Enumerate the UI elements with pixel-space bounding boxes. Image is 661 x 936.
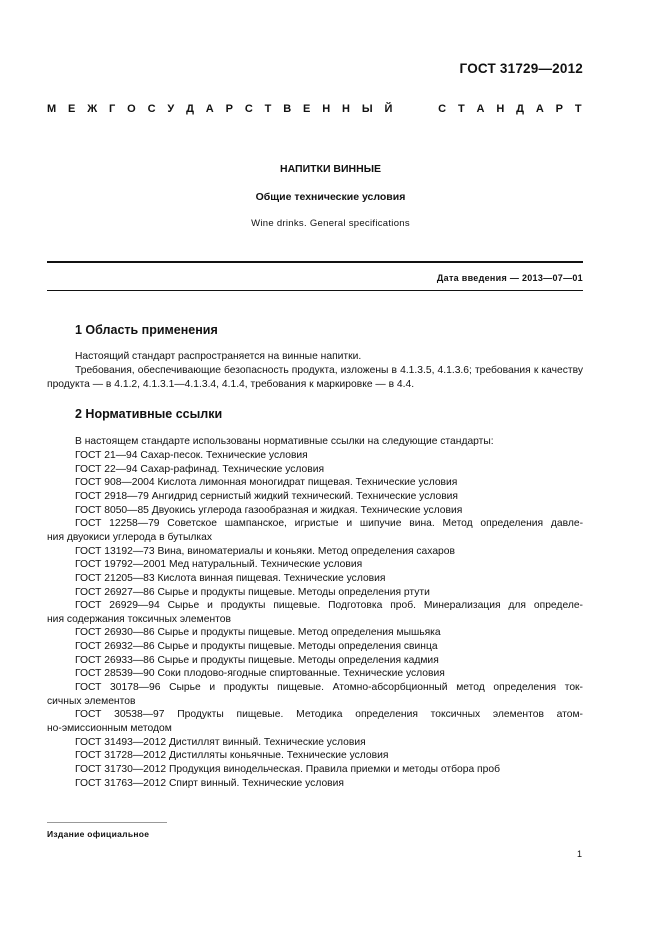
banner-letter: Г — [109, 103, 116, 115]
reference-item: ГОСТ 21—94 Сахар-песок. Технические условия — [75, 450, 308, 461]
banner-letter: А — [205, 103, 214, 115]
reference-item: ГОСТ 26929—94 Сырье и продукты пищевые. Подготовка проб. Минерализация для определе- — [75, 600, 583, 612]
reference-item: ГОСТ 2918—79 Ангидрид сернистый жидкий технический. Технические условия — [75, 490, 458, 502]
reference-item: ГОСТ 30538—97 Продукты пищевые. Методика определения токсичных элементов атом- — [75, 709, 583, 721]
reference-item: ГОСТ 22—94 Сахар-рафинад. Технические условия — [75, 463, 325, 475]
banner-letter — [404, 103, 426, 115]
reference-item: ГОСТ 26930—86 Сырье и продукты пищевые. Метод определения мышьяка — [75, 627, 441, 639]
document-subtitle: Общие технические условия — [255, 191, 406, 203]
interstate-standard-banner — [47, 103, 582, 115]
reference-item: ГОСТ 19792—2001 Мед натуральный. Технические условия — [75, 559, 363, 571]
banner-letter: Т — [264, 103, 272, 115]
banner-letter: Д — [516, 103, 524, 115]
reference-continuation: ния содержания токсичных элементов — [47, 613, 231, 625]
footer-divider — [47, 822, 167, 823]
reference-item: ГОСТ 31493—2012 Дистиллят винный. Технические условия — [75, 736, 366, 748]
banner-letter: Н — [496, 103, 505, 115]
section-2-heading: 2 Нормативные ссылки — [75, 407, 223, 421]
section-1-paragraph-1: Настоящий стандарт распространяется на винные напитки. — [75, 351, 362, 362]
section-1-paragraph-2: Требования, обеспечивающие безопасность продукта, изложены в 4.1.3.5, 4.1.3.6; требования к качеству продукта — в 4.1.2, 4.1.3.1—4.1.3.4, 4.1.4, требования к маркировке — в 4.4. — [47, 365, 583, 390]
banner-letter: Й — [384, 103, 393, 115]
banner-letter: С — [438, 103, 447, 115]
banner-letter: А — [535, 103, 544, 115]
page-number: 1 — [577, 849, 583, 859]
banner-letter: М — [47, 103, 57, 115]
reference-continuation: но-эмиссионным методом — [47, 723, 172, 734]
reference-item: ГОСТ 13192—73 Вина, виноматериалы и коньяки. Метод определения сахаров — [75, 545, 455, 557]
section-2-intro: В настоящем стандарте использованы нормативные ссылки на следующие стандарты: — [75, 436, 494, 447]
date-divider — [47, 290, 583, 291]
reference-item: ГОСТ 26932—86 Сырье и продукты пищевые. Методы определения свинца — [75, 641, 438, 653]
reference-item: ГОСТ 28539—90 Соки плодово-ягодные спиртованные. Технические условия — [75, 668, 445, 680]
banner-letter: Н — [342, 103, 350, 115]
banner-letter: Т — [457, 103, 465, 115]
introduction-date: Дата введения — 2013—07—01 — [436, 273, 583, 283]
banner-letter: Е — [303, 103, 311, 115]
banner-letter: А — [476, 103, 485, 115]
reference-item: ГОСТ 26927—86 Сырье и продукты пищевые. Методы определения ртути — [75, 586, 430, 598]
reference-item: ГОСТ 12258—79 Советское шампанское, игристые и шипучие вина. Метод определения давле- — [75, 518, 583, 530]
banner-letter: У — [167, 103, 175, 115]
reference-item: ГОСТ 26933—86 Сырье и продукты пищевые. Методы определения кадмия — [75, 654, 439, 666]
reference-item: ГОСТ 31763—2012 Спирт винный. Технические условия — [75, 777, 344, 789]
reference-item: ГОСТ 908—2004 Кислота лимонная моногидрат пищевая. Технические условия — [75, 477, 458, 489]
banner-letter: Ж — [87, 103, 98, 115]
reference-item: ГОСТ 31730—2012 Продукция винодельческая. Правила приемки и методы отбора проб — [75, 763, 500, 775]
banner-letter: Н — [322, 103, 331, 115]
banner-letter: Т — [574, 103, 582, 115]
banner-letter: О — [127, 103, 136, 115]
banner-letter: Ы — [361, 103, 373, 115]
official-edition-label: Издание официальное — [47, 829, 150, 839]
document-title: НАПИТКИ ВИННЫЕ — [280, 163, 381, 175]
banner-letter: Е — [68, 103, 76, 115]
document-title-english: Wine drinks. General specifications — [251, 218, 410, 229]
reference-continuation: сичных элементов — [47, 695, 136, 707]
header-divider — [47, 261, 583, 263]
banner-letter: С — [147, 103, 156, 115]
banner-letter: Д — [186, 103, 194, 115]
reference-item: ГОСТ 31728—2012 Дистилляты коньячные. Технические условия — [75, 750, 389, 762]
banner-letter: Р — [555, 103, 564, 115]
banner-letter: С — [244, 103, 253, 115]
reference-item: ГОСТ 21205—83 Кислота винная пищевая. Технические условия — [75, 572, 386, 584]
reference-item: ГОСТ 30178—96 Сырье и продукты пищевые. Атомно-абсорбционный метод определения ток- — [75, 682, 583, 694]
banner-letter: В — [283, 103, 292, 115]
reference-item: ГОСТ 8050—85 Двуокись углерода газообразная и жидкая. Технические условия — [75, 504, 463, 516]
document-code: ГОСТ 31729—2012 — [459, 61, 583, 76]
section-1-heading: 1 Область применения — [75, 323, 218, 337]
banner-letter: Р — [225, 103, 233, 115]
reference-continuation: ния двуокиси углерода в бутылках — [47, 531, 213, 543]
